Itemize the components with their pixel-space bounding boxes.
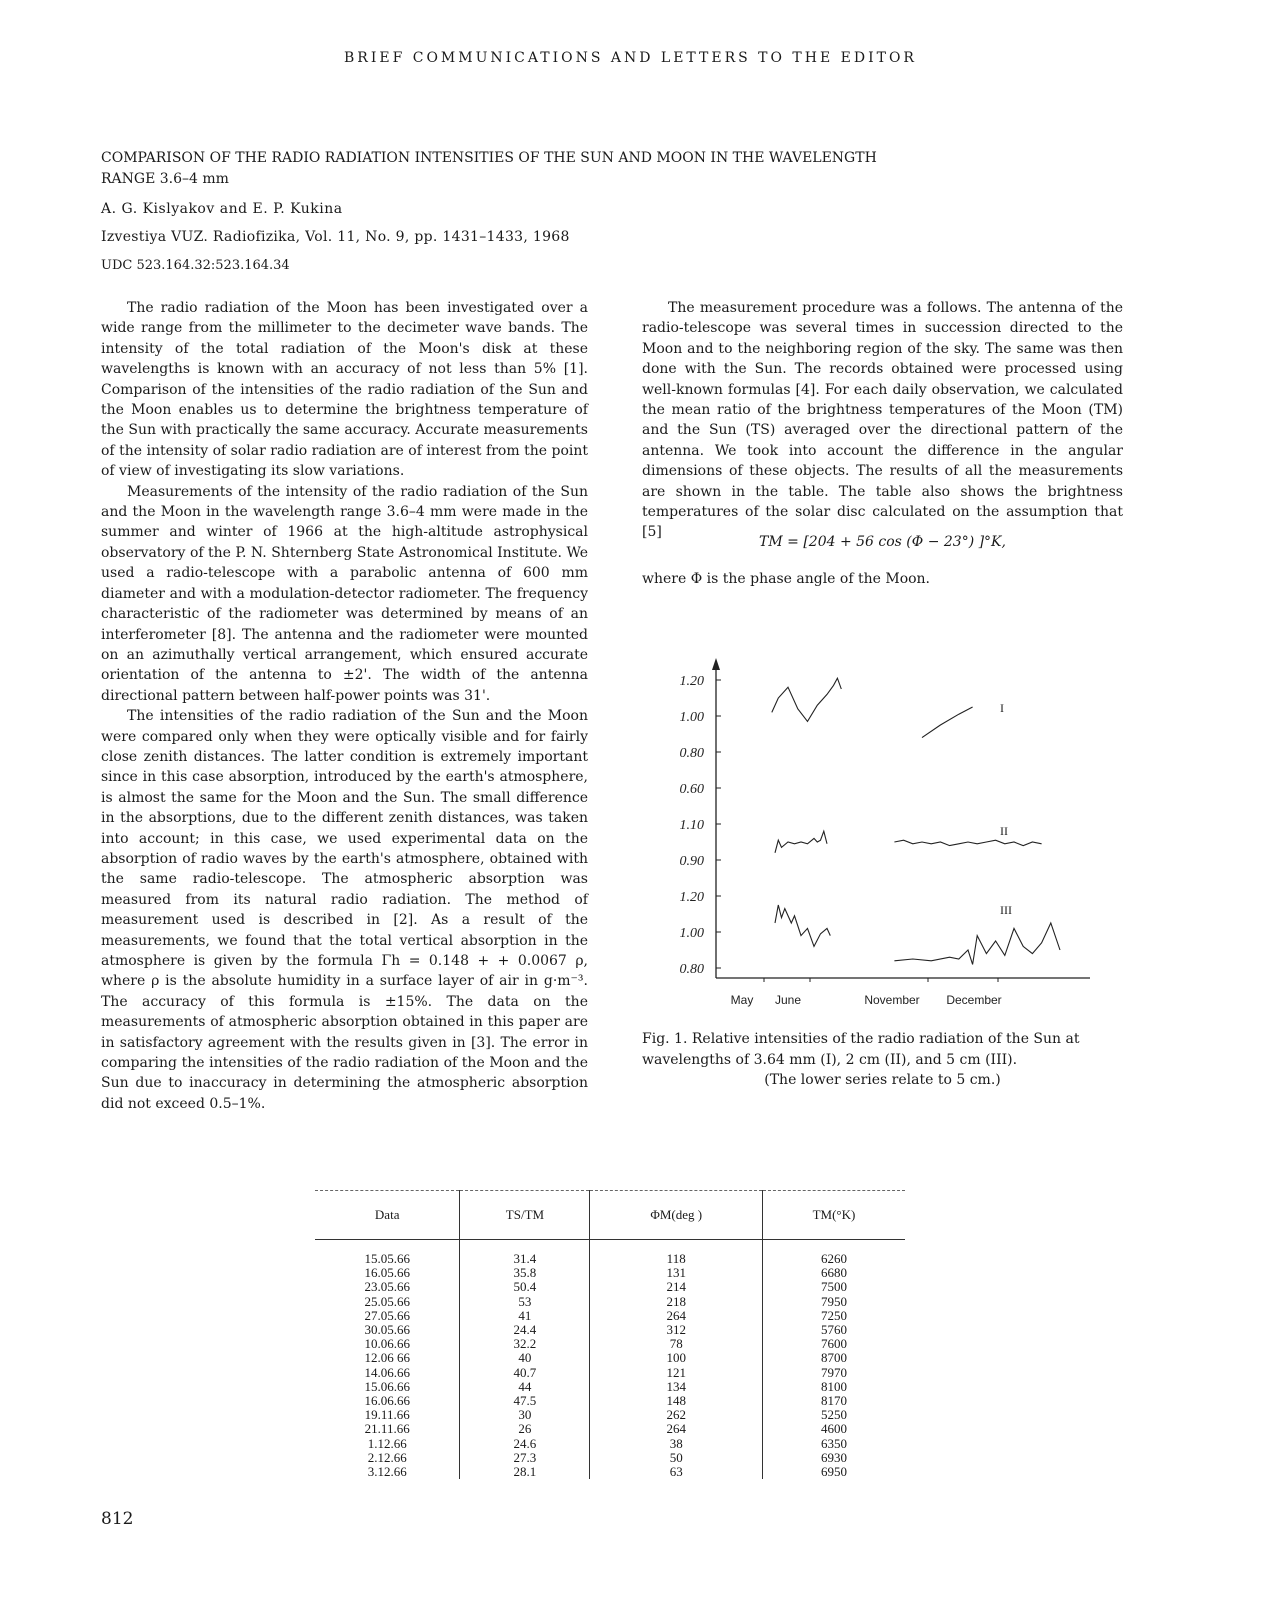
table-cell: 24.4 xyxy=(460,1323,590,1337)
table-cell: 15.05.66 xyxy=(364,1251,410,1266)
table-cell: 19.11.66 xyxy=(364,1407,410,1423)
table-cell: 47.5 xyxy=(460,1394,590,1408)
table-cell: 12.06 66 xyxy=(364,1350,410,1366)
y-tick-label: 1.00 xyxy=(679,710,704,725)
table-cell: 7500 xyxy=(762,1280,905,1294)
table-row xyxy=(315,1351,905,1365)
y-tick-label: 1.20 xyxy=(679,674,704,689)
table-cell: 6260 xyxy=(762,1240,905,1267)
table-cell: 21.11.66 xyxy=(364,1421,410,1437)
series-line-II xyxy=(894,840,1041,845)
table-cell: 218 xyxy=(590,1295,762,1309)
series-line-I xyxy=(922,707,973,738)
table-header-cell: TS/TM xyxy=(460,1191,590,1240)
table-cell: 16.05.66 xyxy=(364,1265,410,1281)
table-cell: 32.2 xyxy=(460,1337,590,1351)
caption-text: Fig. 1. Relative intensities of the radio radiation of the Sun at wavelengths of 3.64 mm (I), 2 cm (II), and 5 cm (III). xyxy=(642,1031,1080,1068)
table-cell: 28.1 xyxy=(460,1465,590,1479)
table-cell: 30.05.66 xyxy=(364,1322,410,1338)
table-cell: 2.12.66 xyxy=(367,1449,407,1465)
series-label: II xyxy=(1000,824,1008,838)
table-cell: 16.06.66 xyxy=(364,1393,410,1409)
article-authors: A. G. Kislyakov and E. P. Kukina xyxy=(101,201,343,217)
table-cell: 312 xyxy=(590,1323,762,1337)
running-head: BRIEF COMMUNICATIONS AND LETTERS TO THE EDITOR xyxy=(344,50,917,66)
y-tick-label: 0.80 xyxy=(679,746,704,761)
formula: TM = [204 + 56 cos (Φ − 23°) ]°K, xyxy=(759,534,1006,550)
table-cell: 35.8 xyxy=(460,1266,590,1280)
series-label: III xyxy=(1000,903,1012,917)
table-cell: 41 xyxy=(460,1309,590,1323)
table-cell: 27.05.66 xyxy=(364,1307,410,1323)
paragraph: The intensities of the radio radiation of the Sun and the Moon were compared only when they were optically visible and for fairly close zenith distances. The latter condition is extremely important since in this case absorption, introduced by the earth's atmosphere, is almost the same for the Moon and the Sun. The small difference in the absorptions, due to the different zenith distances, was taken into account; in this case, we used experimental data on the absorption of radio waves by the earth's atmosphere, obtained with the same radio-telescope. The atmospheric absorption was measured from its natural radio radiation. The method of measurement used is described in [2]. As a result of the measurements, we found that the total vertical absorption in the atmosphere is given by the formula Γh = 0.148 + + 0.0067 ρ, where ρ is the absolute humidity in a surface layer of air in g·m⁻³. The accuracy of this formula is ±15%. The data on the measurements of atmospheric absorption obtained in this paper are in satisfactory agreement with the results given in [3]. The error in comparing the intensities of the radio radiation of the Moon and the Sun due to inaccuracy in determining the atmospheric absorption did not exceed 0.5–1%. xyxy=(101,708,588,1112)
y-tick-label: 0.60 xyxy=(679,782,704,797)
y-tick-label: 1.00 xyxy=(679,926,704,941)
table-cell: 27.3 xyxy=(460,1451,590,1465)
data-table xyxy=(315,1190,905,1479)
table-row xyxy=(315,1309,905,1323)
table-row xyxy=(315,1240,905,1267)
page-number: 812 xyxy=(101,1509,134,1529)
table-cell: 8700 xyxy=(762,1351,905,1365)
table-cell: 8100 xyxy=(762,1380,905,1394)
table-cell: 7970 xyxy=(762,1366,905,1380)
table-cell: 15.06.66 xyxy=(364,1378,410,1394)
table-body xyxy=(315,1240,905,1480)
article-source: Izvestiya VUZ. Radiofizika, Vol. 11, No. 9, pp. 1431–1433, 1968 xyxy=(101,229,570,245)
table-header-cell: Data xyxy=(315,1191,460,1240)
table-cell: 118 xyxy=(590,1240,762,1267)
table-cell: 264 xyxy=(590,1309,762,1323)
table-cell: 6950 xyxy=(762,1465,905,1479)
series-label: I xyxy=(1000,701,1004,715)
table-row xyxy=(315,1266,905,1280)
table-row xyxy=(315,1408,905,1422)
table-cell: 30 xyxy=(460,1408,590,1422)
table-row xyxy=(315,1295,905,1309)
table-cell: 14.06.66 xyxy=(364,1364,410,1380)
figure-caption xyxy=(642,1029,1123,1091)
table-cell: 5760 xyxy=(762,1323,905,1337)
formula-where: where Φ is the phase angle of the Moon. xyxy=(642,571,931,587)
table-cell: 26 xyxy=(460,1422,590,1436)
table-cell: 6930 xyxy=(762,1451,905,1465)
series-line-II xyxy=(775,831,827,853)
y-tick-label: 0.90 xyxy=(679,854,704,869)
table-cell: 40.7 xyxy=(460,1366,590,1380)
table-cell: 10.06.66 xyxy=(364,1336,410,1352)
y-tick-label: 1.10 xyxy=(679,818,704,833)
table-cell: 100 xyxy=(590,1351,762,1365)
table-cell: 8170 xyxy=(762,1394,905,1408)
table-header-row xyxy=(315,1191,905,1240)
table-row xyxy=(315,1380,905,1394)
table-cell: 31.4 xyxy=(460,1240,590,1267)
paragraph: Measurements of the intensity of the radio radiation of the Sun and the Moon in the wavelength range 3.6–4 mm were made in the summer and winter of 1966 at the high-altitude astrophysical observatory of the P. N. Shternberg State Astronomical Institute. We used a radio-telescope with a parabolic antenna of 600 mm diameter and with a modulation-detector radiometer. The frequency characteristic of the radiometer was determined by means of an interferometer [8]. The antenna and the radiometer were mounted on an azimuthally vertical arrangement, which ensured accurate orientation of the antenna to ±2'. The width of the antenna directional pattern between half-power points was 31'. xyxy=(101,483,588,704)
table-row xyxy=(315,1451,905,1465)
table-header-cell: ΦM(deg ) xyxy=(590,1191,762,1240)
figure-chart xyxy=(660,650,1100,1015)
table-header-cell: TM(°K) xyxy=(762,1191,905,1240)
x-tick-label: June xyxy=(774,993,802,1007)
table-cell: 50 xyxy=(590,1451,762,1465)
y-axis-arrow xyxy=(712,658,720,670)
article-title: COMPARISON OF THE RADIO RADIATION INTENSITIES OF THE SUN AND MOON IN THE WAVELENGTH RANGE 3.6–4 mm xyxy=(101,150,877,187)
series-line-I xyxy=(772,678,842,721)
left-column xyxy=(101,298,588,1114)
table-cell: 1.12.66 xyxy=(367,1435,407,1451)
table-cell: 7950 xyxy=(762,1295,905,1309)
table-cell: 134 xyxy=(590,1380,762,1394)
table-cell: 7600 xyxy=(762,1337,905,1351)
paragraph: The measurement procedure was a follows. The antenna of the radio-telescope was several times in succession directed to the Moon and to the neighboring region of the sky. The same was then done with the Sun. The records obtained were processed using well-known formulas [4]. For each daily observation, we calculated the mean ratio of the brightness temperatures of the Moon (TM) and the Sun (TS) averaged over the directional pattern of the antenna. We took into account the difference in the angular dimensions of these objects. The results of all the measurements are shown in the table. The table also shows the brightness temperatures of the solar disc calculated on the assumption that [5] xyxy=(642,300,1123,541)
x-tick-label: November xyxy=(864,993,920,1007)
article-udc: UDC 523.164.32:523.164.34 xyxy=(101,258,290,273)
table-cell: 23.05.66 xyxy=(364,1279,410,1295)
table-cell: 78 xyxy=(590,1337,762,1351)
table-row xyxy=(315,1437,905,1451)
right-column xyxy=(642,298,1123,543)
table-cell: 50.4 xyxy=(460,1280,590,1294)
y-tick-label: 1.20 xyxy=(679,890,704,905)
table-cell: 5250 xyxy=(762,1408,905,1422)
series-line-III xyxy=(894,923,1060,964)
y-tick-label: 0.80 xyxy=(679,962,704,977)
table-cell: 131 xyxy=(590,1266,762,1280)
table-cell: 40 xyxy=(460,1351,590,1365)
x-tick-label: May xyxy=(730,993,754,1007)
table-row xyxy=(315,1394,905,1408)
table-cell: 262 xyxy=(590,1408,762,1422)
table-cell: 38 xyxy=(590,1437,762,1451)
table-cell: 6680 xyxy=(762,1266,905,1280)
table-row xyxy=(315,1422,905,1436)
table-cell: 63 xyxy=(590,1465,762,1479)
table-cell: 53 xyxy=(460,1295,590,1309)
table-cell: 3.12.66 xyxy=(367,1464,407,1480)
table-row xyxy=(315,1465,905,1479)
series-line-III xyxy=(775,905,830,946)
table-cell: 24.6 xyxy=(460,1437,590,1451)
table-cell: 4600 xyxy=(762,1422,905,1436)
table-cell: 148 xyxy=(590,1394,762,1408)
table-row xyxy=(315,1366,905,1380)
table-row xyxy=(315,1323,905,1337)
x-tick-label: December xyxy=(946,993,1002,1007)
table-cell: 44 xyxy=(460,1380,590,1394)
table-row xyxy=(315,1280,905,1294)
table-cell: 264 xyxy=(590,1422,762,1436)
table-cell: 214 xyxy=(590,1280,762,1294)
table-row xyxy=(315,1337,905,1351)
paragraph: The radio radiation of the Moon has been investigated over a wide range from the millimeter to the decimeter wave bands. The intensity of the total radiation of the Moon's disk at these wavelengths is known with an accuracy of not less than 5% [1]. Comparison of the intensities of the radio radiation of the Sun and the Moon enables us to determine the brightness temperature of the Sun with practically the same accuracy. Accurate measurements of the intensity of solar radio radiation are of interest from the point of view of investigating its slow variations. xyxy=(101,300,588,480)
caption-tail: (The lower series relate to 5 cm.) xyxy=(764,1072,1001,1088)
table-cell: 7250 xyxy=(762,1309,905,1323)
table-cell: 121 xyxy=(590,1366,762,1380)
table-cell: 25.05.66 xyxy=(364,1293,410,1309)
table-cell: 6350 xyxy=(762,1437,905,1451)
